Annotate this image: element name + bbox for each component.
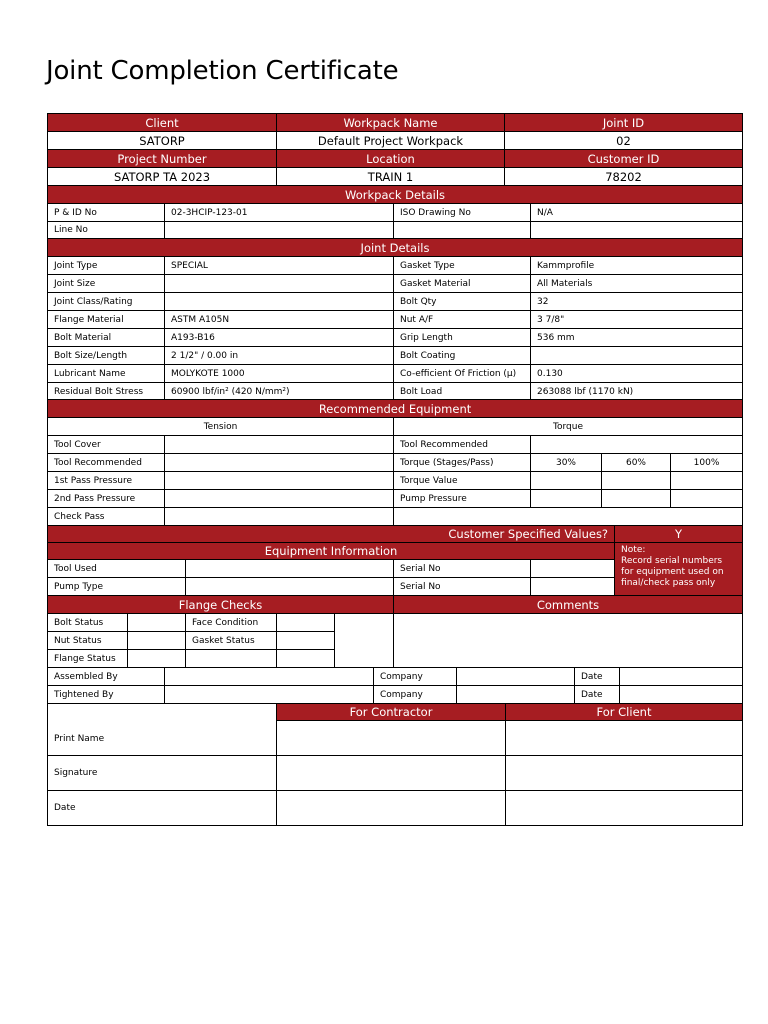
tension-tool-recommended-value bbox=[165, 454, 394, 472]
tool-cover-label: Tool Cover bbox=[48, 436, 165, 454]
tool-serial-label: Serial No bbox=[394, 560, 531, 578]
serial-note bbox=[615, 543, 743, 596]
equipment-table bbox=[47, 399, 743, 526]
date-label: Date bbox=[48, 791, 277, 826]
customer-specified-value: Y bbox=[615, 526, 743, 543]
lubricant-name-value: MOLYKOTE 1000 bbox=[165, 365, 394, 383]
tightened-by-label: Tightened By bbox=[48, 686, 165, 704]
check-pass-blank bbox=[394, 508, 743, 526]
flange-spacer bbox=[335, 614, 394, 668]
location-label: Location bbox=[277, 150, 505, 168]
torque-tool-recommended-label: Tool Recommended bbox=[394, 436, 531, 454]
project-number-label: Project Number bbox=[48, 150, 277, 168]
lubricant-name-label: Lubricant Name bbox=[48, 365, 165, 383]
flange-material-label: Flange Material bbox=[48, 311, 165, 329]
bolt-qty-label: Bolt Qty bbox=[394, 293, 531, 311]
customer-id-value: 78202 bbox=[505, 168, 743, 186]
joint-type-value: SPECIAL bbox=[165, 257, 394, 275]
project-number-value: SATORP TA 2023 bbox=[48, 168, 277, 186]
client-label: Client bbox=[48, 114, 277, 132]
note-line: Record serial numbers bbox=[621, 556, 723, 566]
face-condition-label: Face Condition bbox=[186, 614, 277, 632]
grip-length-label: Grip Length bbox=[394, 329, 531, 347]
tension-label: Tension bbox=[48, 418, 394, 436]
gasket-material-label: Gasket Material bbox=[394, 275, 531, 293]
nut-status-value bbox=[128, 632, 186, 650]
joint-id-value: 02 bbox=[505, 132, 743, 150]
assembled-date-value[interactable] bbox=[620, 668, 743, 686]
for-contractor-header: For Contractor bbox=[277, 704, 506, 721]
tension-tool-recommended-label: Tool Recommended bbox=[48, 454, 165, 472]
tool-serial-value bbox=[531, 560, 615, 578]
note-line: for equipment used on bbox=[621, 567, 724, 577]
pump-pressure-30 bbox=[531, 490, 602, 508]
workpack-name-label: Workpack Name bbox=[277, 114, 505, 132]
blank-value bbox=[531, 222, 743, 239]
first-pass-pressure-value bbox=[165, 472, 394, 490]
pump-type-label: Pump Type bbox=[48, 578, 186, 596]
bolt-status-label: Bolt Status bbox=[48, 614, 128, 632]
flange-status-blank-label bbox=[186, 650, 277, 668]
friction-value: 0.130 bbox=[531, 365, 743, 383]
joint-id-label: Joint ID bbox=[505, 114, 743, 132]
stage-30: 30% bbox=[531, 454, 602, 472]
check-pass-value bbox=[165, 508, 394, 526]
note-line: Note: bbox=[621, 545, 646, 555]
tool-cover-value bbox=[165, 436, 394, 454]
gasket-material-value: All Materials bbox=[531, 275, 743, 293]
tightened-date-label: Date bbox=[575, 686, 620, 704]
assembled-date-label: Date bbox=[575, 668, 620, 686]
stage-100: 100% bbox=[671, 454, 743, 472]
blank-label bbox=[394, 222, 531, 239]
recommended-equipment-header: Recommended Equipment bbox=[48, 400, 743, 418]
pump-serial-label: Serial No bbox=[394, 578, 531, 596]
print-name-label: Print Name bbox=[48, 704, 277, 756]
location-value: TRAIN 1 bbox=[277, 168, 505, 186]
equipment-information-header: Equipment Information bbox=[48, 543, 615, 560]
bolt-coating-value bbox=[531, 347, 743, 365]
gasket-status-value bbox=[277, 632, 335, 650]
residual-bolt-stress-value: 60900 lbf/in² (420 N/mm²) bbox=[165, 383, 394, 401]
equipment-info-table bbox=[47, 525, 743, 596]
assembled-by-value[interactable] bbox=[165, 668, 374, 686]
tool-used-value bbox=[186, 560, 394, 578]
iso-drawing-value: N/A bbox=[531, 204, 743, 222]
assembled-company-label: Company bbox=[374, 668, 457, 686]
joint-size-value bbox=[165, 275, 394, 293]
flange-material-value: ASTM A105N bbox=[165, 311, 394, 329]
workpack-name-value: Default Project Workpack bbox=[277, 132, 505, 150]
nut-af-value: 3 7/8" bbox=[531, 311, 743, 329]
line-no-label: Line No bbox=[48, 222, 165, 239]
page-title: Joint Completion Certificate bbox=[46, 56, 399, 86]
customer-id-label: Customer ID bbox=[505, 150, 743, 168]
flange-status-value bbox=[128, 650, 186, 668]
client-value: SATORP bbox=[48, 132, 277, 150]
joint-class-label: Joint Class/Rating bbox=[48, 293, 165, 311]
comments-header: Comments bbox=[394, 596, 743, 614]
signoff-table bbox=[47, 667, 743, 704]
bolt-status-value bbox=[128, 614, 186, 632]
customer-specified-label: Customer Specified Values? bbox=[48, 526, 615, 543]
flange-status-blank-value bbox=[277, 650, 335, 668]
pump-pressure-100 bbox=[671, 490, 743, 508]
contractor-print-name[interactable] bbox=[277, 721, 506, 756]
first-pass-pressure-label: 1st Pass Pressure bbox=[48, 472, 165, 490]
pump-pressure-label: Pump Pressure bbox=[394, 490, 531, 508]
bolt-material-label: Bolt Material bbox=[48, 329, 165, 347]
pid-value: 02-3HCIP-123-01 bbox=[165, 204, 394, 222]
tightened-by-value[interactable] bbox=[165, 686, 374, 704]
gasket-type-label: Gasket Type bbox=[394, 257, 531, 275]
torque-stages-label: Torque (Stages/Pass) bbox=[394, 454, 531, 472]
joint-details-header: Joint Details bbox=[48, 239, 743, 257]
iso-drawing-label: ISO Drawing No bbox=[394, 204, 531, 222]
flange-checks-table bbox=[47, 595, 743, 668]
line-no-value bbox=[165, 222, 394, 239]
tightened-date-value[interactable] bbox=[620, 686, 743, 704]
pump-serial-value bbox=[531, 578, 615, 596]
joint-size-label: Joint Size bbox=[48, 275, 165, 293]
tightened-company-value[interactable] bbox=[457, 686, 575, 704]
face-condition-value bbox=[277, 614, 335, 632]
client-signature[interactable] bbox=[506, 756, 743, 791]
approval-table bbox=[47, 703, 743, 826]
gasket-type-value: Kammprofile bbox=[531, 257, 743, 275]
tightened-company-label: Company bbox=[374, 686, 457, 704]
for-client-header: For Client bbox=[506, 704, 743, 721]
bolt-material-value: A193-B16 bbox=[165, 329, 394, 347]
second-pass-pressure-value bbox=[165, 490, 394, 508]
friction-label: Co-efficient Of Friction (μ) bbox=[394, 365, 531, 383]
bolt-size-value: 2 1/2" / 0.00 in bbox=[165, 347, 394, 365]
joint-type-label: Joint Type bbox=[48, 257, 165, 275]
torque-label: Torque bbox=[394, 418, 743, 436]
nut-status-label: Nut Status bbox=[48, 632, 128, 650]
torque-value-60 bbox=[602, 472, 671, 490]
assembled-company-value[interactable] bbox=[457, 668, 575, 686]
pump-pressure-60 bbox=[602, 490, 671, 508]
flange-checks-header: Flange Checks bbox=[48, 596, 394, 614]
workpack-details-header: Workpack Details bbox=[48, 186, 743, 204]
gasket-status-label: Gasket Status bbox=[186, 632, 277, 650]
signature-label: Signature bbox=[48, 756, 277, 791]
details-table bbox=[47, 185, 743, 401]
pump-type-value bbox=[186, 578, 394, 596]
nut-af-label: Nut A/F bbox=[394, 311, 531, 329]
check-pass-label: Check Pass bbox=[48, 508, 165, 526]
assembled-by-label: Assembled By bbox=[48, 668, 165, 686]
grip-length-value: 536 mm bbox=[531, 329, 743, 347]
client-date[interactable] bbox=[506, 791, 743, 826]
bolt-load-value: 263088 lbf (1170 kN) bbox=[531, 383, 743, 401]
contractor-date[interactable] bbox=[277, 791, 506, 826]
torque-value-30 bbox=[531, 472, 602, 490]
flange-status-label: Flange Status bbox=[48, 650, 128, 668]
bolt-size-label: Bolt Size/Length bbox=[48, 347, 165, 365]
tool-used-label: Tool Used bbox=[48, 560, 186, 578]
stage-60: 60% bbox=[602, 454, 671, 472]
contractor-signature[interactable] bbox=[277, 756, 506, 791]
comments-box[interactable] bbox=[394, 614, 743, 668]
bolt-load-label: Bolt Load bbox=[394, 383, 531, 401]
pid-label: P & ID No bbox=[48, 204, 165, 222]
bolt-coating-label: Bolt Coating bbox=[394, 347, 531, 365]
torque-value-100 bbox=[671, 472, 743, 490]
torque-value-label: Torque Value bbox=[394, 472, 531, 490]
client-print-name[interactable] bbox=[506, 721, 743, 756]
header-table bbox=[47, 113, 743, 186]
residual-bolt-stress-label: Residual Bolt Stress bbox=[48, 383, 165, 401]
note-line: final/check pass only bbox=[621, 578, 716, 588]
bolt-qty-value: 32 bbox=[531, 293, 743, 311]
joint-class-value bbox=[165, 293, 394, 311]
torque-tool-recommended-value bbox=[531, 436, 743, 454]
second-pass-pressure-label: 2nd Pass Pressure bbox=[48, 490, 165, 508]
